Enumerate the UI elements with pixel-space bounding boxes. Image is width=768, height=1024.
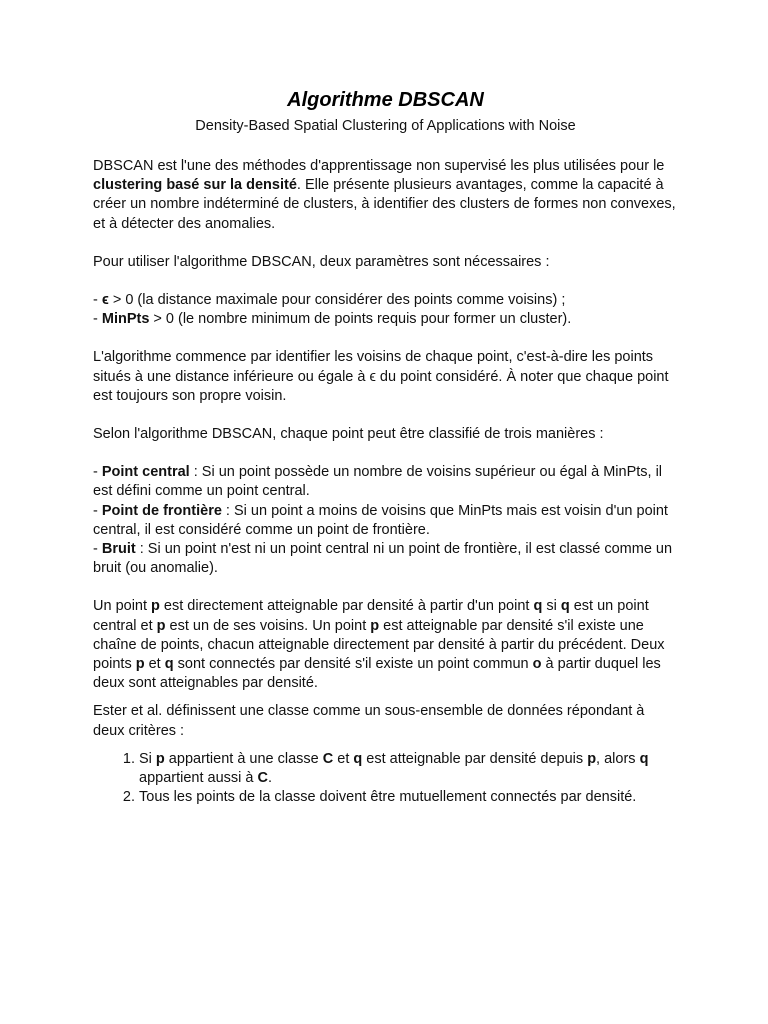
classes-intro: Selon l'algorithme DBSCAN, chaque point peut être classifié de trois manières : xyxy=(93,426,604,443)
reachability-paragraph: Un point p est directement atteignable par densité à partir d'un point q si q est un point central et p est un de ses voisins. Un point p est atteignable par densité s'il existe une chaîne de points, chacun atteignable directement par densité à partir du précédent. Deux points p et q sont connectés par densité s'il existe un point commun o à partir duquel les deux sont atteignables par densité. xyxy=(93,598,665,692)
criteria-item: 2. Tous les points de la classe doivent être mutuellement connectés par densité. xyxy=(139,788,678,807)
class-noise: - Bruit : Si un point n'est ni un point central ni un point de frontière, il est classé comme un bruit (ou anomalie). xyxy=(93,541,673,577)
intro-paragraph: DBSCAN est l'une des méthodes d'apprentissage non supervisé les plus utilisées pour le clustering basé sur la densité. Elle présente plusieurs avantages, comme la capacité à créer un nombre indéterminé de clusters, à identifier des clusters de formes non convexes, et à détecter des anomalies. xyxy=(93,158,676,232)
class-core-point: - Point central : Si un point possède un nombre de voisins supérieur ou égal à MinPts, il est défini comme un point central. xyxy=(93,464,663,500)
page-title: Algorithme DBSCAN xyxy=(287,89,484,111)
criteria-list xyxy=(93,750,678,808)
param-minpts: - MinPts > 0 (le nombre minimum de points requis pour former un cluster). xyxy=(93,311,572,328)
criteria-item: 1. Si p appartient à une classe C et q est atteignable par densité depuis p, alors q appartient aussi à C. xyxy=(139,750,678,788)
ester-paragraph: Ester et al. définissent une classe comme un sous-ensemble de données répondant à deux critères : xyxy=(93,703,645,739)
document-page xyxy=(93,88,678,807)
params-intro: Pour utiliser l'algorithme DBSCAN, deux paramètres sont nécessaires : xyxy=(93,253,550,270)
neighbors-paragraph: L'algorithme commence par identifier les voisins de chaque point, c'est-à-dire les points situés à une distance inférieure ou égale à ϵ du point considéré. À noter que chaque point est toujours son propre voisin. xyxy=(93,349,669,404)
page-subtitle: Density-Based Spatial Clustering of Applications with Noise xyxy=(195,118,576,134)
class-border-point: - Point de frontière : Si un point a moins de voisins que MinPts mais est voisin d'un point central, il est considéré comme un point de frontière. xyxy=(93,502,668,538)
param-epsilon: - ϵ > 0 (la distance maximale pour considérer des points comme voisins) ; xyxy=(93,292,566,309)
